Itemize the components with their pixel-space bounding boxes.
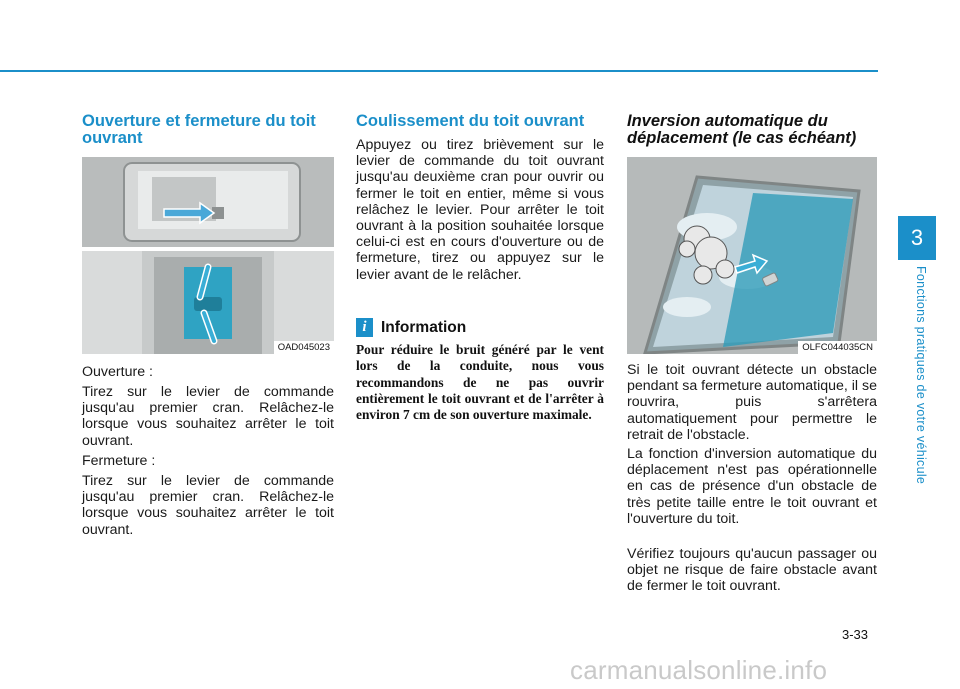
- section-heading-auto-reverse: Inversion automatique du déplacement (le cas échéant): [627, 112, 857, 147]
- info-icon: i: [356, 318, 373, 337]
- information-title-text: Information: [381, 318, 467, 336]
- information-title: [356, 318, 466, 337]
- chapter-label: Fonctions pratiques de votre véhicule: [914, 266, 928, 485]
- paragraph-auto-reverse-3: Vérifiez toujours qu'aucun passager ou objet ne risque de faire obstacle avant de fermer le toit ouvrant.: [627, 546, 877, 595]
- paragraph-closing-text: Tirez sur le levier de commande jusqu'au premier cran. Relâchez-le lorsque vous souhaitez arrêter le toit ouvrant.: [82, 473, 334, 538]
- paragraph-sliding: Appuyez ou tirez brièvement sur le levier de commande du toit ouvrant jusqu'au deuxième cran pour ouvrir ou fermer le toit en entier, même si vous relâchez le levier. Pour arrêter le toit ouvrant à la position souhaitée lorsque celui-ci est en cours d'ouverture ou de fermeture, tirez ou appuyez sur le levier avant de le relâcher.: [356, 137, 604, 283]
- figure-code: OLFC044035CN: [798, 341, 877, 354]
- paragraph-opening-text: Tirez sur le levier de commande jusqu'au premier cran. Relâchez-le lorsque vous souhaitez arrêter le toit ouvrant.: [82, 384, 334, 449]
- section-heading-opening: Ouverture et fermeture du toit ouvrant: [82, 112, 316, 147]
- paragraph-closing-label: Fermeture :: [82, 453, 156, 469]
- section-heading-sliding: Coulissement du toit ouvrant: [356, 112, 585, 130]
- page-number: 3-33: [842, 627, 869, 642]
- paragraph-opening-label: Ouverture :: [82, 364, 153, 380]
- paragraph-auto-reverse-2: La fonction d'inversion automatique du déplacement n'est pas opérationnelle en cas de présence d'un obstacle de très petite taille entre le toit ouvrant et l'ouverture du toit.: [627, 446, 877, 527]
- information-text: Pour réduire le bruit généré par le vent lors de la conduite, nous vous recommandons de ne pas ouvrir entièrement le toit ouvrant et de l'arrêter à environ 7 cm de son ouverture maximale.: [356, 342, 604, 423]
- header-rule: [0, 70, 878, 72]
- figure-code: OAD045023: [274, 341, 334, 354]
- roof-switch-illustration: [82, 157, 334, 354]
- chapter-tab: 3: [898, 216, 936, 260]
- paragraph-auto-reverse-1: Si le toit ouvrant détecte un obstacle pendant sa fermeture automatique, il se rouvrira, puis s'arrêtera automatiquement pour permettre le retrait de l'obstacle.: [627, 362, 878, 443]
- sunroof-illustration: [627, 157, 877, 354]
- figure-sunroof: [627, 157, 877, 354]
- figure-roof-switch: [82, 157, 334, 354]
- watermark: carmanualsonline.info: [570, 655, 828, 685]
